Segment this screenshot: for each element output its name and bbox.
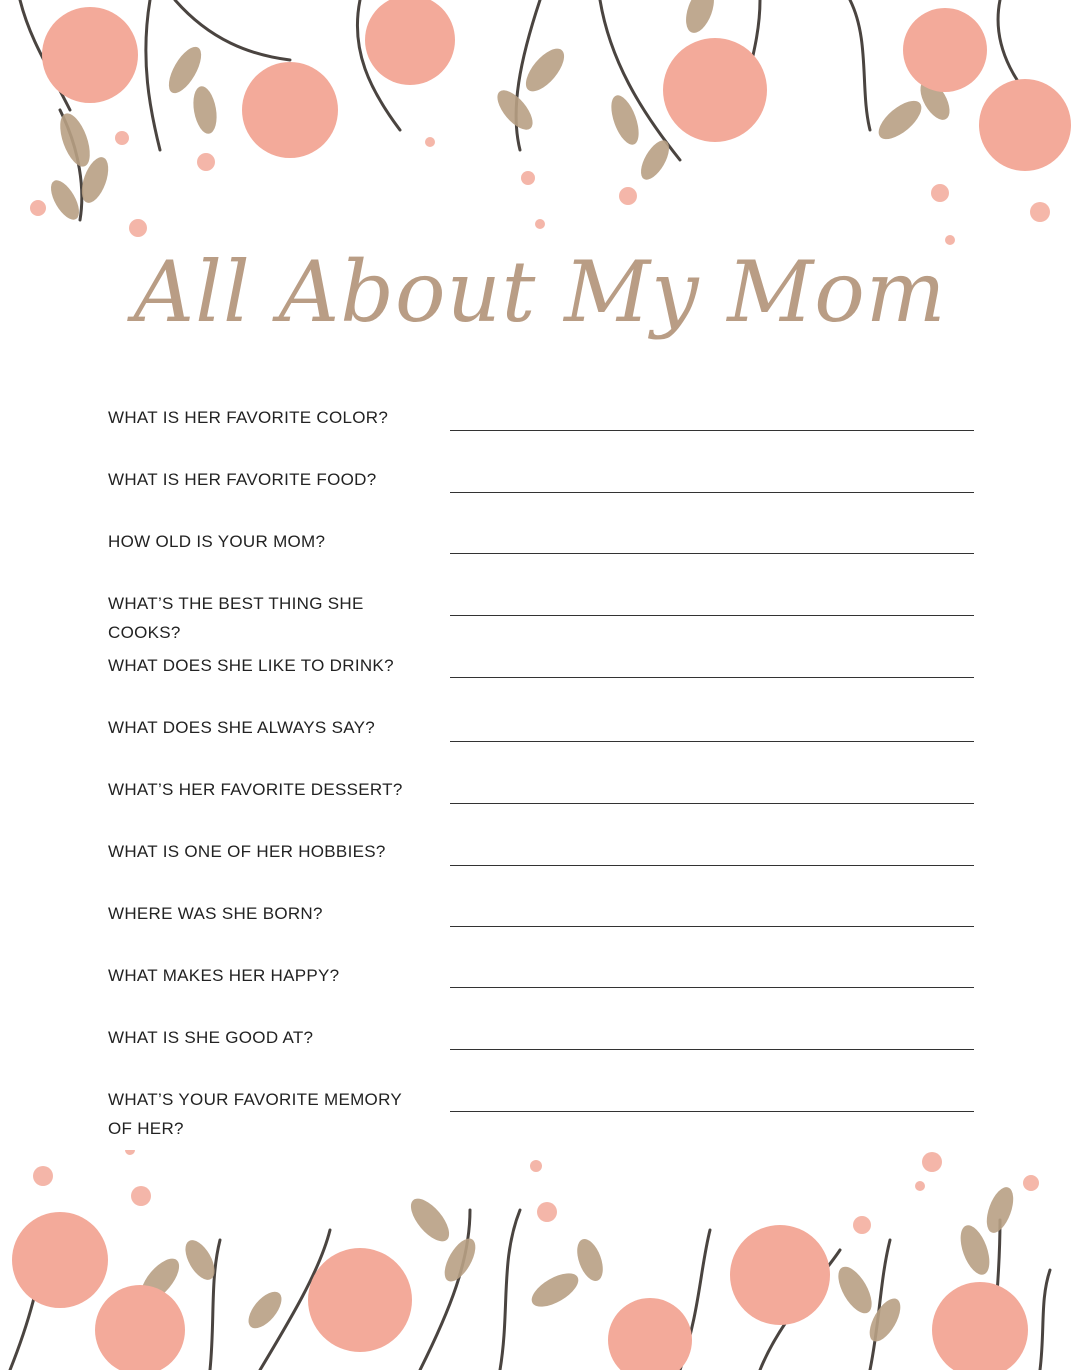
question-label: WHAT’S YOUR FAVORITE MEMORY OF HER? xyxy=(108,1090,402,1138)
answer-line[interactable] xyxy=(450,553,974,554)
question-label: WHAT IS SHE GOOD AT? xyxy=(108,1028,314,1047)
question-label: HOW OLD IS YOUR MOM? xyxy=(108,532,326,551)
page-title: All About My Mom xyxy=(133,243,947,341)
answer-line[interactable] xyxy=(450,430,974,431)
question-label: WHAT’S HER FAVORITE DESSERT? xyxy=(108,780,403,799)
question-label: WHAT’S THE BEST THING SHE COOKS? xyxy=(108,594,364,642)
question-label: WHAT IS HER FAVORITE COLOR? xyxy=(108,408,389,427)
answer-line[interactable] xyxy=(450,741,974,742)
question-label: WHAT IS HER FAVORITE FOOD? xyxy=(108,470,377,489)
answer-line[interactable] xyxy=(450,615,974,616)
answer-line[interactable] xyxy=(450,492,974,493)
answer-line[interactable] xyxy=(450,803,974,804)
question-label: WHAT MAKES HER HAPPY? xyxy=(108,966,340,985)
answer-line[interactable] xyxy=(450,865,974,866)
bottom-floral-border xyxy=(0,1150,1080,1370)
question-label: WHAT DOES SHE LIKE TO DRINK? xyxy=(108,656,394,675)
question-label: WHERE WAS SHE BORN? xyxy=(108,904,323,923)
answer-line[interactable] xyxy=(450,987,974,988)
question-label: WHAT DOES SHE ALWAYS SAY? xyxy=(108,718,375,737)
answer-line[interactable] xyxy=(450,926,974,927)
question-label: WHAT IS ONE OF HER HOBBIES? xyxy=(108,842,386,861)
answer-line[interactable] xyxy=(450,677,974,678)
answer-line[interactable] xyxy=(450,1049,974,1050)
answer-line[interactable] xyxy=(450,1111,974,1112)
